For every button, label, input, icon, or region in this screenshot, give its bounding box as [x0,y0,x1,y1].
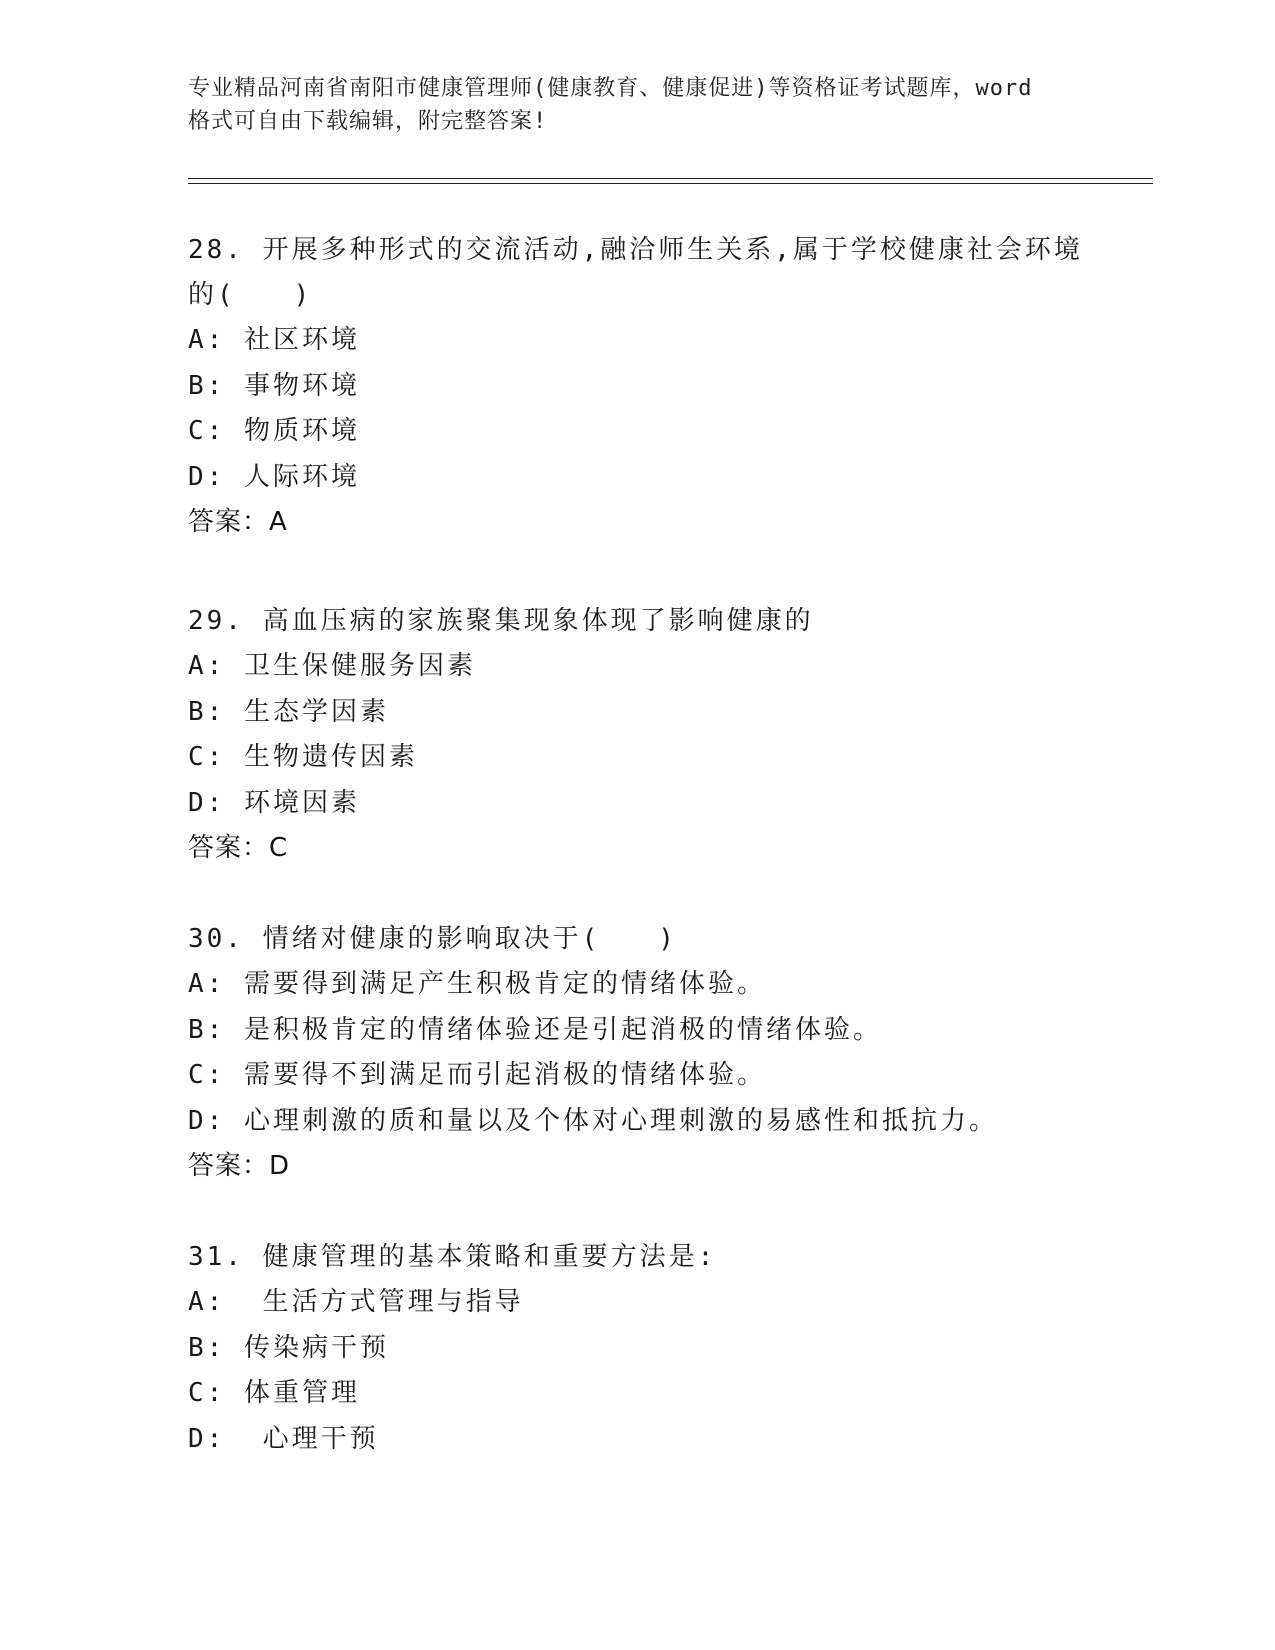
answer: 答案：D [188,1151,291,1181]
option-b: B: 事物环境 [188,370,360,401]
question-28 [188,228,1088,545]
option-c: C: 体重管理 [188,1378,360,1408]
option-a: A: 需要得到满足产生积极肯定的情绪体验。 [188,969,766,999]
question-stem: 30. 情绪对健康的影响取决于( ) [188,924,677,954]
header-line-1: 专业精品河南省南阳市健康管理师(健康教育、健康促进)等资格证考试题库，word [188,76,1033,101]
answer: 答案：A [188,507,288,537]
option-d: D: 人际环境 [188,461,360,492]
question-31 [188,1235,1088,1462]
option-d: D: 环境因素 [188,787,360,818]
option-c: C: 生物遗传因素 [188,742,418,772]
option-b: B: 传染病干预 [188,1332,389,1363]
option-b: B: 生态学因素 [188,696,389,727]
question-stem: 28. 开展多种形式的交流活动,融洽师生关系,属于学校健康社会环境 [188,235,1083,265]
question-29 [188,599,1088,871]
header-divider-top [188,178,1153,179]
document-header [188,72,1088,138]
question-30 [188,917,1088,1189]
option-c: C: 需要得不到满足而引起消极的情绪体验。 [188,1060,766,1090]
option-a: A: 卫生保健服务因素 [188,651,476,681]
option-d: D: 心理干预 [188,1423,379,1454]
question-stem-continued: 的( ) [188,280,313,310]
question-stem: 31. 健康管理的基本策略和重要方法是: [188,1242,717,1272]
answer: 答案：C [188,833,289,863]
option-a: A: 生活方式管理与指导 [188,1287,524,1317]
option-b: B: 是积极肯定的情绪体验还是引起消极的情绪体验。 [188,1014,882,1045]
question-stem: 29. 高血压病的家族聚集现象体现了影响健康的 [188,606,814,636]
option-c: C: 物质环境 [188,416,360,446]
option-d: D: 心理刺激的质和量以及个体对心理刺激的易感性和抵抗力。 [188,1105,998,1136]
option-a: A: 社区环境 [188,325,360,355]
header-line-2: 格式可自由下载编辑，附完整答案! [188,109,548,134]
header-divider-bottom [188,183,1153,184]
